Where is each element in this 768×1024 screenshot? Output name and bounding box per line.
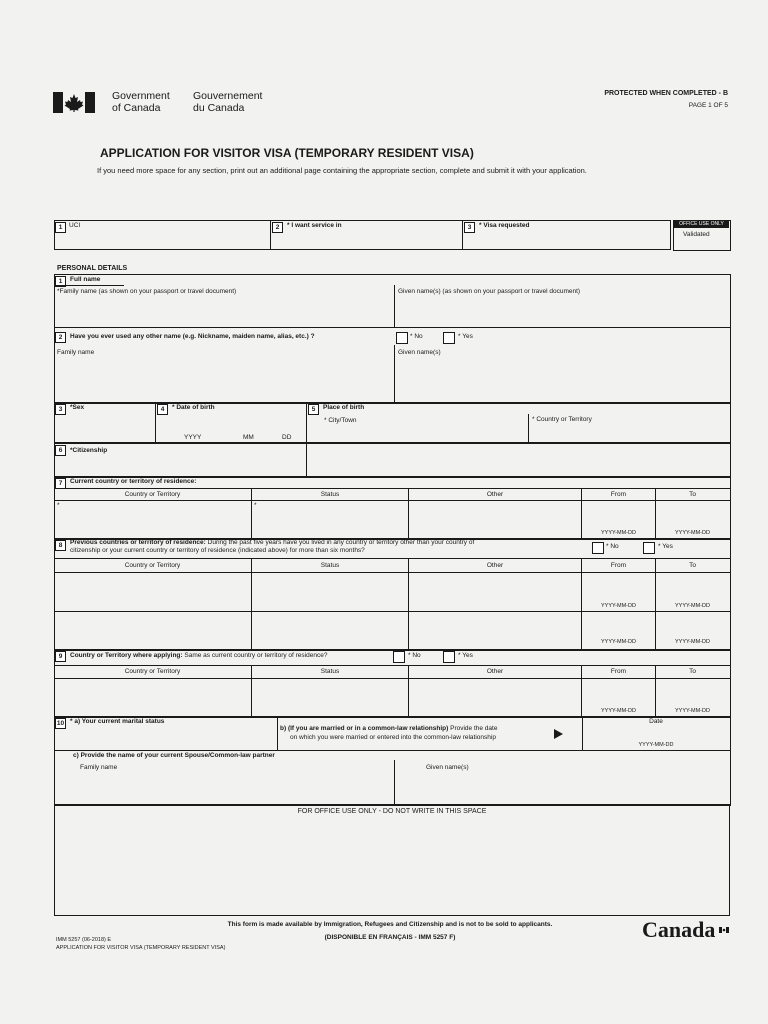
q8-row2-country-input[interactable] <box>56 613 249 647</box>
pob-country-input[interactable] <box>531 426 727 440</box>
pob-city-input[interactable] <box>310 426 524 440</box>
q8-bold: Previous countries or territory of residence: <box>70 539 206 546</box>
other-name-no-label: * No <box>410 333 423 340</box>
dob-input[interactable] <box>158 414 303 432</box>
spouse-name-label: c) Provide the name of your current Spouse/Common-law partner <box>73 752 275 759</box>
uci-field[interactable] <box>56 232 266 246</box>
office-use-area <box>54 804 730 916</box>
spouse-family-name-input[interactable] <box>56 774 390 802</box>
arrow-right-icon <box>554 729 563 739</box>
other-family-name-label: Family name <box>57 349 95 356</box>
q8-row2-other-input[interactable] <box>410 613 579 647</box>
q2-number: 2 <box>272 222 283 233</box>
other-name-no-checkbox[interactable] <box>396 332 408 344</box>
citizenship-label: *Citizenship <box>70 447 108 454</box>
q9-yes-checkbox[interactable] <box>443 651 455 663</box>
marital-status-select[interactable] <box>56 728 274 748</box>
form-name: APPLICATION FOR VISITOR VISA (TEMPORARY RESIDENT VISA) <box>56 945 226 951</box>
q7-col-status: Status <box>320 491 340 498</box>
gov-fr <box>193 90 262 114</box>
marriage-date-question <box>280 724 550 742</box>
q8-row2-to-format: YYYY-MM-DD <box>675 639 710 645</box>
family-name-label: *Family name (as shown on your passport or travel document) <box>57 288 237 295</box>
footer-notice: This form is made available by Immigration, Refugees and Citizenship and is not to be sold to applicants. <box>227 921 553 928</box>
spouse-given-name-label: Given name(s) <box>426 764 469 771</box>
q8-no-label: * No <box>606 543 619 550</box>
q8-row1-status-input[interactable] <box>253 574 406 609</box>
marital-status-label: * a) Your current marital status <box>70 718 165 725</box>
dob-label: * Date of birth <box>172 404 215 411</box>
validated-label: Validated <box>683 231 710 238</box>
gov-en-line1: Government <box>112 90 170 102</box>
q3-number: 3 <box>464 222 475 233</box>
office-use-area-label: FOR OFFICE USE ONLY - DO NOT WRITE IN THIS SPACE <box>297 808 487 815</box>
q7-other-input[interactable] <box>410 502 579 536</box>
other-given-name-label: Given name(s) <box>398 349 441 356</box>
q7-from-format: YYYY-MM-DD <box>601 530 636 536</box>
full-name-number: 1 <box>55 276 66 287</box>
current-residence-label: Current country or territory of residence: <box>70 478 197 485</box>
sex-select[interactable] <box>56 415 152 440</box>
q9-text: Same as current country or territory of residence? <box>184 652 328 659</box>
canada-wordmark: Canada <box>642 917 716 942</box>
q9-bold: Country or Territory where applying: <box>70 652 183 659</box>
q9-other-input[interactable] <box>410 680 579 714</box>
other-family-name-input[interactable] <box>56 358 390 400</box>
q8-col-to: To <box>689 562 696 569</box>
citizenship-number: 6 <box>55 445 66 456</box>
q7-col-country: Country or Territory <box>124 491 181 498</box>
form-code: IMM 5257 (06-2018) E <box>56 937 112 943</box>
q8-row1-to-format: YYYY-MM-DD <box>675 603 710 609</box>
gov-en <box>112 90 170 114</box>
gov-fr-line1: Gouvernement <box>193 90 263 102</box>
gov-fr-line2: du Canada <box>193 102 245 114</box>
given-name-input[interactable] <box>397 298 727 325</box>
q8-col-status: Status <box>320 562 340 569</box>
q7-col-from: From <box>610 491 627 498</box>
instructions: If you need more space for any section, print out an additional page containing the appropriate section, complete and submit it with your application. <box>97 166 587 175</box>
q9-yes-label: * Yes <box>458 652 473 659</box>
previous-residence-number: 8 <box>55 540 66 551</box>
q8-no-checkbox[interactable] <box>592 542 604 554</box>
q7-to-format: YYYY-MM-DD <box>675 530 710 536</box>
q8-col-country: Country or Territory <box>124 562 181 569</box>
form-title: APPLICATION FOR VISITOR VISA (TEMPORARY RESIDENT VISA) <box>100 146 474 160</box>
dob-yyyy: YYYY <box>184 434 202 441</box>
dob-mm: MM <box>243 434 254 441</box>
full-name-label: Full name <box>70 276 101 283</box>
q8-col-other: Other <box>486 562 504 569</box>
other-given-name-input[interactable] <box>397 358 727 400</box>
footer-french: (DISPONIBLE EN FRANÇAIS - IMM 5257 F) <box>324 934 456 941</box>
q10b-text: Provide the date <box>448 725 498 732</box>
marriage-date-format: YYYY-MM-DD <box>638 742 674 748</box>
gov-en-line2: of Canada <box>112 102 161 114</box>
other-name-number: 2 <box>55 332 66 343</box>
citizenship-input[interactable] <box>56 457 303 474</box>
office-use-label: OFFICE USE ONLY <box>674 221 729 228</box>
q7-status-required: * <box>254 502 257 509</box>
visa-field[interactable] <box>465 232 665 246</box>
q9-col-to: To <box>689 668 696 675</box>
q1-number: 1 <box>55 222 66 233</box>
q9-col-other: Other <box>486 668 504 675</box>
service-field[interactable] <box>273 232 458 246</box>
q9-country-input[interactable] <box>56 680 249 714</box>
q7-col-other: Other <box>486 491 504 498</box>
visa-label: * Visa requested <box>479 222 530 229</box>
given-name-label: Given name(s) (as shown on your passport or travel document) <box>398 288 581 295</box>
q9-no-checkbox[interactable] <box>393 651 405 663</box>
marriage-date-label: Date <box>649 718 663 725</box>
dob-dd: DD <box>282 434 292 441</box>
pob-number: 5 <box>308 404 319 415</box>
sex-number: 3 <box>55 404 66 415</box>
q8-yes-checkbox[interactable] <box>643 542 655 554</box>
q10b-text2: on which you were married or entered into the common-law relationship <box>290 734 496 741</box>
service-label: * I want service in <box>287 222 342 229</box>
q7-col-to: To <box>689 491 696 498</box>
other-name-yes-checkbox[interactable] <box>443 332 455 344</box>
sex-label: *Sex <box>70 404 85 411</box>
q9-status-input[interactable] <box>253 680 406 714</box>
spouse-given-name-input[interactable] <box>397 774 727 802</box>
pob-label: Place of birth <box>323 404 365 411</box>
q8-row2-from-format: YYYY-MM-DD <box>601 639 636 645</box>
wordmark-flag-icon <box>719 920 729 938</box>
q8-row2-status-input[interactable] <box>253 613 406 647</box>
q8-row1-other-input[interactable] <box>410 574 579 609</box>
q9-from-format: YYYY-MM-DD <box>601 708 636 714</box>
q9-no-label: * No <box>408 652 421 659</box>
q9-col-country: Country or Territory <box>124 668 181 675</box>
q10b-bold: b) (If you are married or in a common-law relationship) <box>280 725 449 732</box>
current-residence-number: 7 <box>55 478 66 489</box>
applying-number: 9 <box>55 651 66 662</box>
q8-text: During the past five years have you lived in any country or territory other than your country of <box>205 539 475 546</box>
spouse-family-name-label: Family name <box>80 764 118 771</box>
q9-to-format: YYYY-MM-DD <box>675 708 710 714</box>
protected-label: PROTECTED WHEN COMPLETED - B <box>604 90 728 97</box>
marital-number: 10 <box>56 720 65 727</box>
q8-yes-label: * Yes <box>658 543 673 550</box>
pob-country-label: * Country or Territory <box>532 416 592 423</box>
q8-col-from: From <box>610 562 627 569</box>
uci-label: UCI <box>69 222 81 229</box>
family-name-input[interactable] <box>56 298 390 325</box>
previous-residence-question <box>70 539 580 555</box>
q8-row1-from-format: YYYY-MM-DD <box>601 603 636 609</box>
pob-city-label: * City/Town <box>324 417 357 424</box>
canada-flag-logo <box>53 92 95 113</box>
other-name-question: Have you ever used any other name (e.g. Nickname, maiden name, alias, etc.) ? <box>70 333 315 340</box>
q8-text2: citizenship or your current country or territory of residence (indicated above) for more than six months? <box>70 547 365 554</box>
q9-col-status: Status <box>320 668 340 675</box>
dob-number: 4 <box>157 404 168 415</box>
q7-country-required: * <box>57 502 60 509</box>
page-number: PAGE 1 OF 5 <box>688 102 728 109</box>
q8-row1-country-input[interactable] <box>56 574 249 609</box>
other-name-yes-label: * Yes <box>458 333 473 340</box>
q7-status-input[interactable] <box>253 502 406 536</box>
q9-col-from: From <box>610 668 627 675</box>
q7-country-input[interactable] <box>56 502 249 536</box>
applying-question <box>70 652 327 659</box>
marriage-date-input[interactable] <box>585 727 727 741</box>
personal-details-heading: PERSONAL DETAILS <box>57 265 128 272</box>
